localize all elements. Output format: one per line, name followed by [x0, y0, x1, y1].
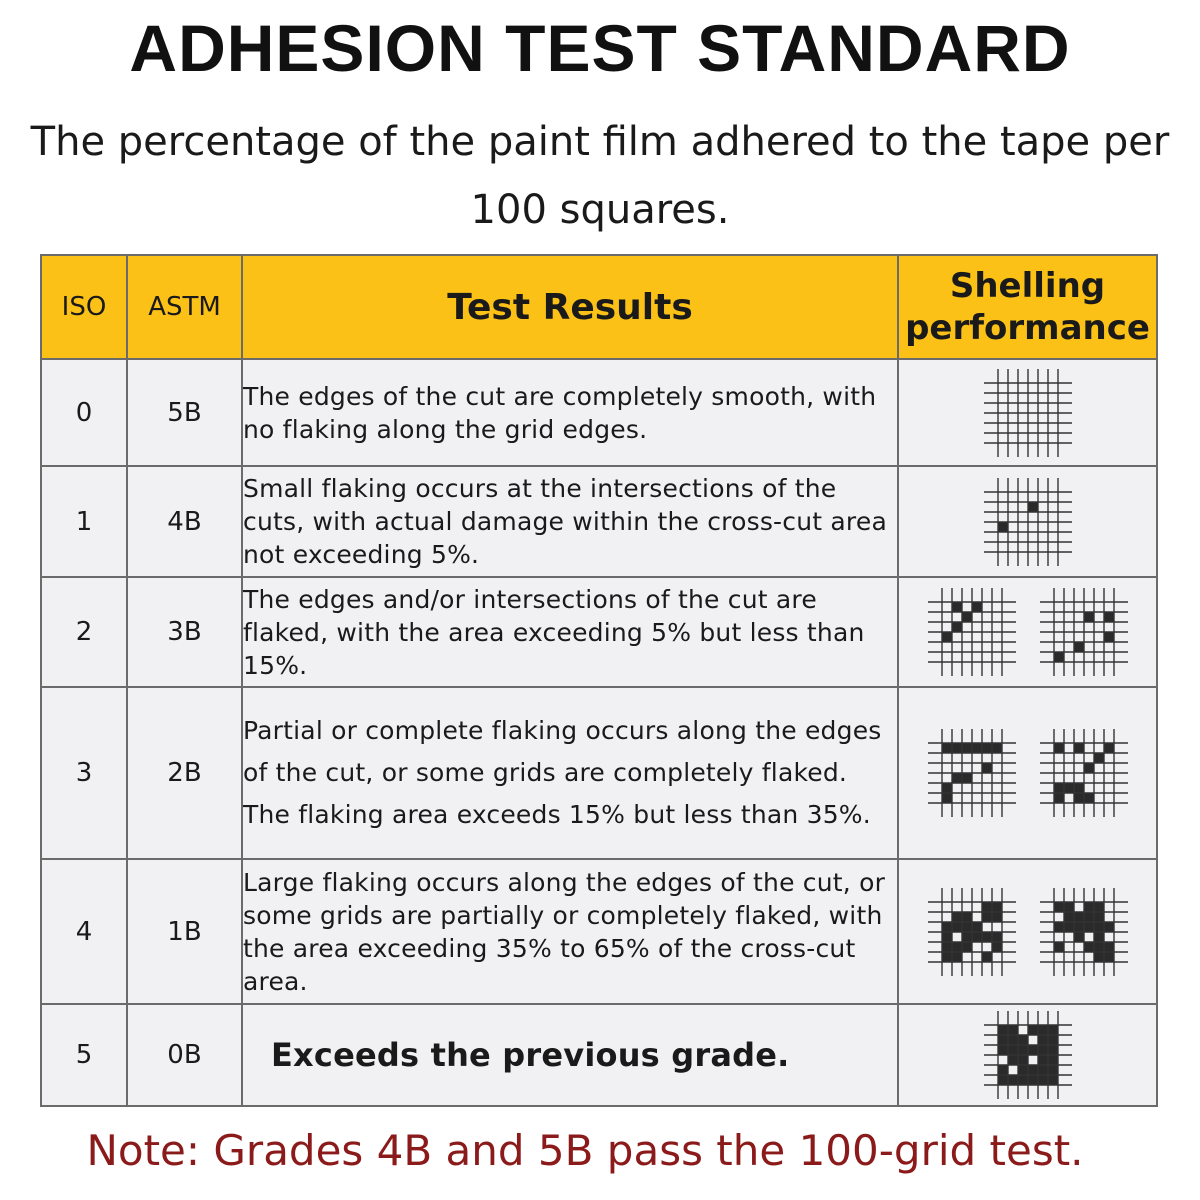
flaked-square [952, 942, 962, 952]
astm-grade: 4B [127, 466, 242, 577]
adhesion-table [40, 254, 1158, 1107]
cross-cut-grid [1040, 588, 1128, 676]
flaked-square [1048, 1075, 1058, 1085]
flaked-square [1018, 1035, 1028, 1045]
iso-grade: 5 [41, 1004, 127, 1106]
flaked-square [982, 952, 992, 962]
header-iso: ISO [41, 255, 127, 359]
flaked-square [1074, 922, 1084, 932]
table-row [41, 577, 1157, 687]
flaked-square [1008, 1075, 1018, 1085]
flaked-square [1018, 1065, 1028, 1075]
flaked-square [1094, 932, 1104, 942]
flaked-square [1104, 942, 1114, 952]
flaked-square [962, 743, 972, 753]
cross-cut-grid [984, 1011, 1072, 1099]
shelling-cell [898, 687, 1157, 859]
flaked-square [1028, 502, 1038, 512]
flaked-square [992, 743, 1002, 753]
table-row [41, 687, 1157, 859]
header-row [41, 255, 1157, 359]
footer-note: Note: Grades 4B and 5B pass the 100-grid test. [86, 1126, 1084, 1175]
flaked-square [1054, 652, 1064, 662]
flaked-square [1084, 942, 1094, 952]
flaked-square [1074, 743, 1084, 753]
cross-cut-grid-icon [908, 1005, 1148, 1105]
flaked-square [1094, 942, 1104, 952]
flaked-square [1094, 922, 1104, 932]
flaked-square [992, 902, 1002, 912]
flaked-square [962, 922, 972, 932]
flaked-square [962, 942, 972, 952]
flaked-square [1084, 922, 1094, 932]
cross-cut-grid [1040, 729, 1128, 817]
flaked-square [998, 1025, 1008, 1035]
test-result: Large flaking occurs along the edges of the cut, or some grids are partially or completely flaked, with the area exceeding 35% to 65% of the cross-cut area. [242, 859, 898, 1004]
flaked-square [972, 932, 982, 942]
flaked-square [1054, 783, 1064, 793]
page-subtitle: The percentage of the paint film adhered to the tape per 100 squares. [30, 119, 1170, 233]
shelling-cell [898, 577, 1157, 687]
flaked-square [1054, 922, 1064, 932]
flaked-square [1084, 902, 1094, 912]
test-result: The edges of the cut are completely smooth, with no flaking along the grid edges. [242, 359, 898, 466]
flaked-square [982, 912, 992, 922]
flaked-square [982, 743, 992, 753]
flaked-square [1048, 1045, 1058, 1055]
flaked-square [1104, 632, 1114, 642]
flaked-square [1018, 1045, 1028, 1055]
flaked-square [1038, 1025, 1048, 1035]
flaked-square [972, 922, 982, 932]
flaked-square [982, 763, 992, 773]
cross-cut-grid-icon [908, 882, 1148, 982]
table-row [41, 466, 1157, 577]
flaked-square [998, 1035, 1008, 1045]
flaked-square [962, 932, 972, 942]
flaked-square [1054, 743, 1064, 753]
table-row [41, 1004, 1157, 1106]
flaked-square [1074, 932, 1084, 942]
flaked-square [1104, 922, 1114, 932]
flaked-square [942, 632, 952, 642]
flaked-square [1084, 912, 1094, 922]
flaked-square [952, 773, 962, 783]
flaked-square [942, 743, 952, 753]
table-row [41, 359, 1157, 466]
flaked-square [1018, 1075, 1028, 1085]
test-result: The edges and/or intersections of the cut are flaked, with the area exceeding 5% but less than 15%. [242, 577, 898, 687]
iso-grade: 3 [41, 687, 127, 859]
astm-grade: 3B [127, 577, 242, 687]
flaked-square [1064, 922, 1074, 932]
astm-grade: 0B [127, 1004, 242, 1106]
flaked-square [1054, 902, 1064, 912]
flaked-square [1038, 1055, 1048, 1065]
flaked-square [1104, 743, 1114, 753]
flaked-square [1008, 1035, 1018, 1045]
flaked-square [1094, 912, 1104, 922]
flaked-square [1094, 952, 1104, 962]
flaked-square [952, 602, 962, 612]
header-test-results: Test Results [242, 255, 898, 359]
flaked-square [942, 783, 952, 793]
flaked-square [952, 743, 962, 753]
flaked-square [962, 912, 972, 922]
shelling-cell [898, 859, 1157, 1004]
flaked-square [998, 1045, 1008, 1055]
astm-grade: 1B [127, 859, 242, 1004]
flaked-square [952, 952, 962, 962]
test-result: Exceeds the previous grade. [242, 1004, 898, 1106]
flaked-square [1008, 1055, 1018, 1065]
iso-grade: 1 [41, 466, 127, 577]
flaked-square [1074, 793, 1084, 803]
flaked-square [962, 612, 972, 622]
flaked-square [1084, 612, 1094, 622]
flaked-square [982, 932, 992, 942]
flaked-square [942, 793, 952, 803]
flaked-square [992, 942, 1002, 952]
flaked-square [1018, 1055, 1028, 1065]
cross-cut-grid-icon [908, 472, 1148, 572]
flaked-square [1104, 612, 1114, 622]
flaked-square [1048, 1055, 1058, 1065]
flaked-square [1028, 1075, 1038, 1085]
flaked-square [1038, 1035, 1048, 1045]
flaked-square [962, 773, 972, 783]
flaked-square [1048, 1035, 1058, 1045]
flaked-square [992, 912, 1002, 922]
cross-cut-grid [928, 588, 1016, 676]
flaked-square [952, 912, 962, 922]
shelling-cell [898, 359, 1157, 466]
flaked-square [1028, 1025, 1038, 1035]
flaked-square [1048, 1025, 1058, 1035]
flaked-square [1094, 902, 1104, 912]
flaked-square [998, 1075, 1008, 1085]
flaked-square [982, 902, 992, 912]
table-row [41, 859, 1157, 1004]
cross-cut-grid [928, 729, 1016, 817]
flaked-square [1038, 1045, 1048, 1055]
flaked-square [992, 932, 1002, 942]
flaked-square [1064, 912, 1074, 922]
flaked-square [952, 622, 962, 632]
flaked-square [942, 922, 952, 932]
iso-grade: 2 [41, 577, 127, 687]
cross-cut-grid-icon [908, 582, 1148, 682]
flaked-square [1084, 793, 1094, 803]
iso-grade: 0 [41, 359, 127, 466]
flaked-square [1028, 1065, 1038, 1075]
cross-cut-grid [928, 888, 1016, 976]
iso-grade: 4 [41, 859, 127, 1004]
flaked-square [1028, 1045, 1038, 1055]
test-result: Small flaking occurs at the intersections of the cuts, with actual damage within the cross-cut area not exceeding 5%. [242, 466, 898, 577]
flaked-square [972, 602, 982, 612]
flaked-square [998, 1065, 1008, 1075]
test-result: Partial or complete flaking occurs along the edges of the cut, or some grids are completely flaked. The flaking area exceeds 15% but less than 35%. [242, 687, 898, 859]
shelling-cell [898, 466, 1157, 577]
flaked-square [1104, 952, 1114, 962]
shelling-cell [898, 1004, 1157, 1106]
flaked-square [1064, 902, 1074, 912]
flaked-square [1008, 1045, 1018, 1055]
flaked-square [952, 922, 962, 932]
flaked-square [1074, 783, 1084, 793]
flaked-square [1094, 753, 1104, 763]
flaked-square [1084, 763, 1094, 773]
cross-cut-grid [984, 478, 1072, 566]
flaked-square [1064, 783, 1074, 793]
flaked-square [1074, 642, 1084, 652]
astm-grade: 2B [127, 687, 242, 859]
flaked-square [942, 932, 952, 942]
astm-grade: 5B [127, 359, 242, 466]
flaked-square [1054, 793, 1064, 803]
flaked-square [1038, 1065, 1048, 1075]
flaked-square [1074, 912, 1084, 922]
flaked-square [1048, 1065, 1058, 1075]
flaked-square [972, 743, 982, 753]
flaked-square [1008, 1025, 1018, 1035]
cross-cut-grid [984, 369, 1072, 457]
flaked-square [998, 522, 1008, 532]
cross-cut-grid [1040, 888, 1128, 976]
flaked-square [1054, 942, 1064, 952]
cross-cut-grid-icon [908, 363, 1148, 463]
flaked-square [942, 942, 952, 952]
page-title: ADHESION TEST STANDARD [129, 11, 1071, 85]
header-astm: ASTM [127, 255, 242, 359]
flaked-square [1038, 1075, 1048, 1085]
flaked-square [942, 952, 952, 962]
cross-cut-grid-icon [908, 723, 1148, 823]
header-shelling-performance: Shelling performance [898, 255, 1157, 359]
